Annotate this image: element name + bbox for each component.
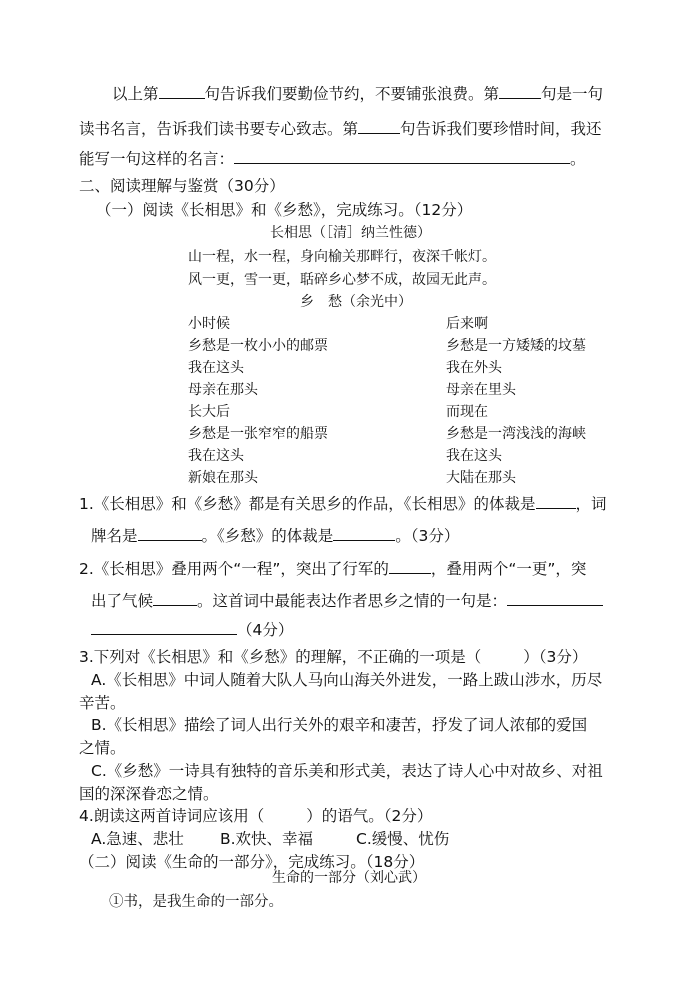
fill-blank[interactable] bbox=[159, 84, 205, 99]
poem-line-right: 乡愁是一方矮矮的坟墓 bbox=[446, 338, 586, 354]
option-a: A.《长相思》中词人随着大队人马向山海关外进发，一路上跋山涉水，历尽 bbox=[91, 671, 603, 689]
intro-line-1: 以上第 句告诉我们要勤俭节约，不要铺张浪费。第 句是一句 bbox=[112, 85, 604, 103]
essay-paragraph: ①书，是我生命的一部分。 bbox=[109, 894, 283, 910]
poem-line-left: 我在这头 bbox=[188, 448, 244, 464]
option-c: C.《乡愁》一诗具有独特的音乐美和形式美，表达了诗人心中对故乡、对祖 bbox=[91, 762, 603, 780]
question-3-stem: 3.下列对《长相思》和《乡愁》的理解，不正确的一项是（ ）（3分） bbox=[79, 648, 588, 666]
poem-line-right: 大陆在那头 bbox=[446, 470, 516, 486]
fill-blank[interactable] bbox=[153, 591, 197, 606]
poem-line-left: 我在这头 bbox=[188, 360, 244, 376]
poem-title: 长相思（［清］纳兰性德） bbox=[270, 225, 431, 241]
poem-line-left: 小时候 bbox=[188, 316, 230, 332]
poem-line-left: 乡愁是一张窄窄的船票 bbox=[188, 426, 328, 442]
intro-line-2: 读书名言，告诉我们读书要专心致志。第 句告诉我们要珍惜时间，我还 bbox=[79, 120, 602, 138]
part2-heading: （二）阅读《生命的一部分》，完成练习。（18分） bbox=[79, 853, 425, 871]
option-c: C.缓慢、忧伤 bbox=[356, 830, 450, 848]
poem-line-left: 乡愁是一枚小小的邮票 bbox=[188, 338, 328, 354]
poem-line-left: 长大后 bbox=[188, 404, 230, 420]
fill-blank[interactable] bbox=[358, 119, 400, 134]
poem-line-left: 母亲在那头 bbox=[188, 382, 258, 398]
question-1-line-1: 1.《长相思》和《乡愁》都是有关思乡的作品，《长相思》的体裁是 ，词 bbox=[79, 495, 607, 513]
intro-line-3: 能写一句这样的名言： 。 bbox=[79, 150, 586, 168]
poem-line-left: 新娘在那头 bbox=[188, 470, 258, 486]
fill-blank[interactable] bbox=[333, 526, 395, 541]
part1-heading: （一）阅读《长相思》和《乡愁》，完成练习。（12分） bbox=[96, 201, 473, 219]
fill-blank[interactable] bbox=[507, 591, 603, 606]
fill-blank[interactable] bbox=[536, 494, 576, 509]
question-2-line-3: （4分） bbox=[91, 618, 293, 640]
poem-line-right: 后来啊 bbox=[446, 316, 488, 332]
section-heading: 二、阅读理解与鉴赏（30分） bbox=[79, 177, 285, 195]
fill-blank[interactable] bbox=[499, 84, 541, 99]
poem-title: 乡 愁（余光中） bbox=[300, 294, 412, 310]
fill-blank[interactable] bbox=[234, 149, 570, 164]
poem-line-right: 我在这头 bbox=[446, 448, 502, 464]
option-b: B.欢快、幸福 bbox=[220, 830, 314, 848]
question-1-line-2: 牌名是 。《乡愁》的体裁是 。（3分） bbox=[91, 527, 460, 545]
poem-line: 山一程，水一程，身向榆关那畔行，夜深千帐灯。 bbox=[188, 249, 496, 265]
poem-line-right: 乡愁是一湾浅浅的海峡 bbox=[446, 426, 586, 442]
essay-title: 生命的一部分（刘心武） bbox=[272, 870, 426, 886]
fill-blank[interactable] bbox=[91, 620, 237, 635]
option-a: A.急速、悲壮 bbox=[91, 830, 184, 848]
option-b: B.《长相思》描绘了词人出行关外的艰辛和凄苦，抒发了词人浓郁的爱国 bbox=[91, 716, 588, 734]
poem-line-right: 我在外头 bbox=[446, 360, 502, 376]
option-c-cont: 国的深深眷恋之情。 bbox=[79, 785, 219, 803]
option-b-cont: 之情。 bbox=[79, 739, 126, 757]
fill-blank[interactable] bbox=[389, 559, 431, 574]
question-2-line-2: 出了气候 。这首词中最能表达作者思乡之情的一句是： bbox=[91, 589, 603, 611]
fill-blank[interactable] bbox=[138, 526, 202, 541]
poem-line-right: 母亲在里头 bbox=[446, 382, 516, 398]
option-a-cont: 辛苦。 bbox=[79, 694, 126, 712]
poem-line: 风一更，雪一更，聒碎乡心梦不成，故园无此声。 bbox=[188, 272, 496, 288]
question-4-stem: 4.朗读这两首诗词应该用（ ）的语气。（2分） bbox=[79, 807, 433, 825]
poem-line-right: 而现在 bbox=[446, 404, 488, 420]
question-2-line-1: 2.《长相思》叠用两个“一程”，突出了行军的 ，叠用两个“一更”，突 bbox=[79, 560, 587, 578]
